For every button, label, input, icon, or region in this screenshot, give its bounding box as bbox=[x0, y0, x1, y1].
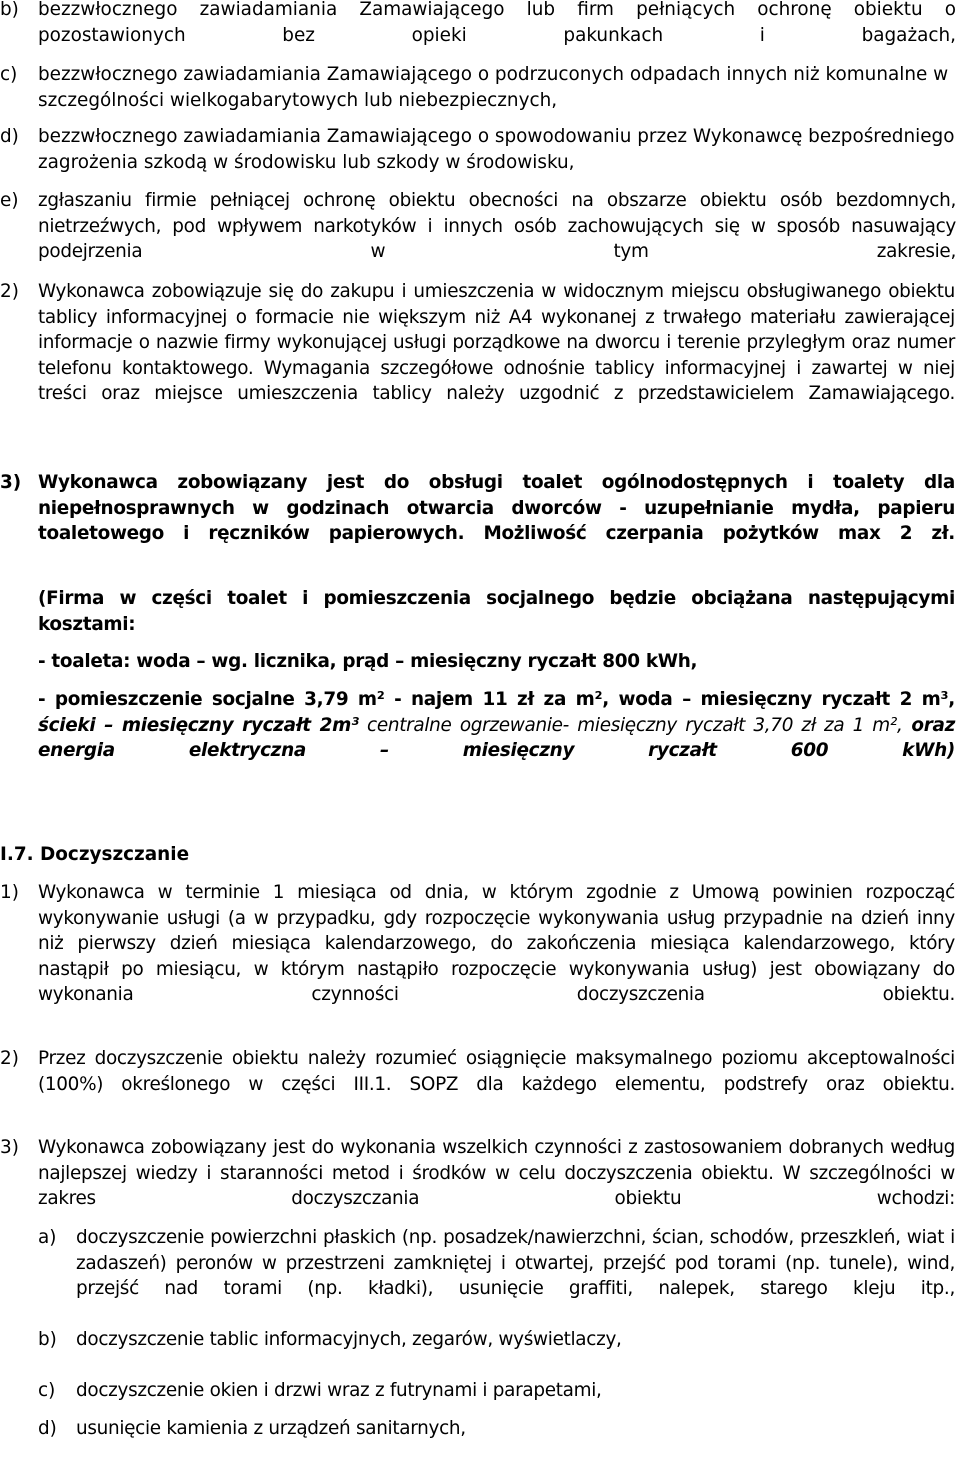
list-label: 1) bbox=[0, 882, 19, 903]
list-label: 2) bbox=[0, 1048, 19, 1069]
list-text: usunięcie kamienia z urządzeń sanitarnych, bbox=[76, 1418, 466, 1439]
numbered-item-2 bbox=[0, 279, 960, 433]
list-label: d) bbox=[38, 1418, 57, 1439]
list-text: Wykonawca w terminie 1 miesiąca od dnia, w którym zgodnie z Umową powinien rozpocząć wykonywanie usługi (a w przypadku, gdy rozpoczęcie wykonywania usług przypadnie na dzień inny niż pierwszy dzień miesiąca kalendarzowego, do zakończenia miesiąca kalendarzowego, który nastąpił po miesiącu, w którym nastąpiło rozpoczęcie wykonywania usług) jest obowiązany do wykonania czynności doczyszczenia obiektu. bbox=[38, 882, 955, 1006]
list-label: b) bbox=[0, 0, 19, 20]
list-item-e bbox=[0, 188, 960, 290]
costs-social-room-rent: - pomieszczenie socjalne 3,79 m² - najem 11 zł za m², woda – miesięczny ryczałt 2 m³, bbox=[38, 689, 955, 710]
sub-item-b bbox=[38, 1327, 960, 1378]
costs-sewage: ścieki – miesięczny ryczałt 2m³ bbox=[38, 714, 359, 736]
list-label: a) bbox=[38, 1227, 57, 1248]
list-label: c) bbox=[0, 64, 18, 85]
costs-toilet: - toaleta: woda – wg. licznika, prąd – miesięczny ryczałt 800 kWh, bbox=[38, 651, 698, 672]
list-text: Wykonawca zobowiązany jest do obsługi toalet ogólnodostępnych i toalety dla niepełnosprawnych w godzinach otwarcia dworców - uzupełnianie mydła, papieru toaletowego i ręczników papierowych. Możliwość czerpania pożytków max 2 zł. bbox=[38, 472, 955, 545]
section-item-3 bbox=[0, 1135, 960, 1237]
list-label: c) bbox=[38, 1380, 56, 1401]
list-label: d) bbox=[0, 126, 19, 147]
list-text: bezzwłocznego zawiadamiania Zamawiającego o spowodowaniu przez Wykonawcę bezpośredniego zagrożenia szkodą w środowisku lub szkody w środowisku, bbox=[38, 126, 955, 173]
section-title: I.7. Doczyszczanie bbox=[0, 844, 190, 865]
costs-social-room bbox=[38, 687, 955, 789]
sub-item-a bbox=[38, 1225, 960, 1327]
list-text: doczyszczenie powierzchni płaskich (np. posadzek/nawierzchni, ścian, schodów, przeszkleń, wiat i zadaszeń) peronów w przestrzeni zamkniętej i otwartej, przejść pod torami (np. tunele), wind, przejść nad torami (np. kładki), usunięcie graffiti, nalepek, starego kleju itp., bbox=[76, 1227, 955, 1300]
list-label: 3) bbox=[0, 1137, 19, 1158]
costs-electricity: oraz energia elektryczna – miesięczny ryczałt 600 kWh) bbox=[38, 714, 956, 762]
costs-intro: (Firma w części toalet i pomieszczenia socjalnego będzie obciążana następującymi kosztami: bbox=[38, 588, 955, 635]
list-text: doczyszczenie tablic informacyjnych, zegarów, wyświetlaczy, bbox=[76, 1329, 622, 1350]
list-text: bezzwłocznego zawiadamiania Zamawiającego lub firm pełniących ochronę obiektu o pozostawionych bez opieki pakunkach i bagażach, bbox=[38, 0, 956, 46]
list-label: b) bbox=[38, 1329, 57, 1350]
costs-heating: centralne ogrzewanie- miesięczny ryczałt 3,70 zł za 1 m², bbox=[358, 714, 903, 736]
list-text: Wykonawca zobowiązuje się do zakupu i umieszczenia w widocznym miejscu obsługiwanego obiektu tablicy informacyjnej o formacie nie większym niż A4 wykonanej z trwałego materiału zawierającej informacje o nazwie firmy wykonującej usługi porządkowe na dworcu i terenie przyległym oraz numer telefonu kontaktowego. Wymagania szczegółowe odnośnie tablicy informacyjnej i zawartej w niej treści oraz miejsce umieszczenia tablicy należy uzgodnić z przedstawicielem Zamawiającego. bbox=[38, 281, 955, 405]
section-item-1 bbox=[0, 880, 960, 1034]
section-item-2 bbox=[0, 1046, 960, 1123]
list-text: doczyszczenie okien i drzwi wraz z futrynami i parapetami, bbox=[76, 1380, 602, 1401]
list-text: Przez doczyszczenie obiektu należy rozumieć osiągnięcie maksymalnego poziomu akceptowalności (100%) określonego w części III.1. SOPZ dla każdego elementu, podstrefy oraz obiektu. bbox=[38, 1048, 955, 1095]
list-label: e) bbox=[0, 190, 19, 211]
list-text: Wykonawca zobowiązany jest do wykonania wszelkich czynności z zastosowaniem dobranych według najlepszej wiedzy i staranności metod i środków w celu doczyszczenia obiektu. W szczególności w zakres doczyszczania obiektu wchodzi: bbox=[38, 1137, 955, 1210]
list-label: 3) bbox=[0, 472, 22, 493]
list-text: bezzwłocznego zawiadamiania Zamawiającego o podrzuconych odpadach innych niż komunalne w szczególności wielkogabarytowych lub niebezpiecznych, bbox=[38, 64, 949, 111]
list-label: 2) bbox=[0, 281, 19, 302]
numbered-item-3 bbox=[0, 470, 960, 572]
list-text: zgłaszaniu firmie pełniącej ochronę obiektu obecności na obszarze obiektu osób bezdomnych, nietrzeźwych, pod wpływem narkotyków i innych osób zachowujących się w sposób nasuwający podejrzenia w tym zakresie, bbox=[38, 190, 956, 263]
